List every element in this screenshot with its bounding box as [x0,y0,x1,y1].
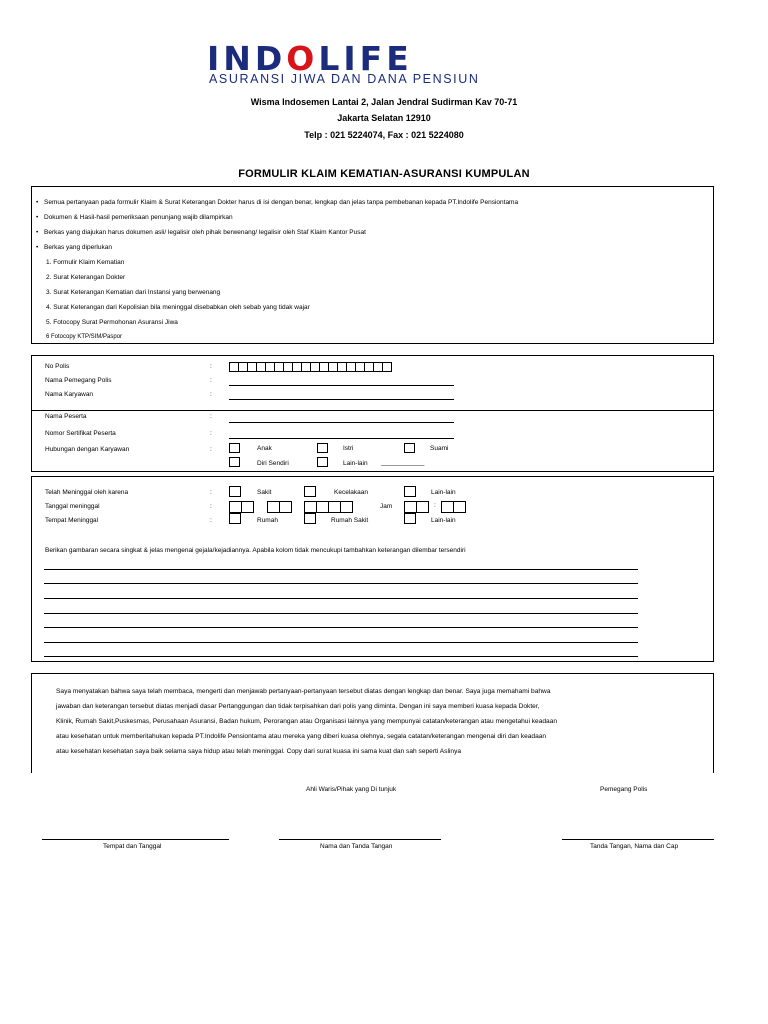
description-line[interactable] [44,598,638,599]
brand-o: O [286,39,319,78]
nama-peserta-field[interactable] [229,422,454,423]
description-line[interactable] [44,583,638,584]
label-hubungan: Hubungan dengan Karyawan [45,446,130,453]
option-istri: Istri [343,445,354,452]
jam-mm-cells[interactable] [441,500,465,518]
colon: : [210,489,212,496]
checkbox-sakit[interactable] [229,486,241,497]
label-nomor-sertifikat: Nomor Sertifikat Peserta [45,430,116,437]
label-ttd-cap: Tanda Tangan, Nama dan Cap [590,843,679,850]
statement-box [31,673,714,773]
label-no-polis: No Polis [45,363,70,370]
signature-line-tempat[interactable] [42,839,229,840]
signature-line-pemegang[interactable] [562,839,714,840]
label-jam: Jam [380,503,393,510]
tanggal-mm-cells[interactable] [267,500,291,518]
doc-item: 5. Fotocopy Surat Permohonan Asuransi Jiwa [46,319,178,326]
checkbox-anak[interactable] [229,443,240,453]
jam-separator: : [434,502,436,509]
colon: : [210,391,212,398]
doc-item: 3. Surat Keterangan Kematian dari Instansi yang berwenang [46,289,221,296]
instruction-bullet: • Berkas yang diajukan harus dokumen asli/ legalisir oleh pihak berwenang/ legalisir oleh Staf Klaim Kantor Pusat [36,229,366,236]
brand-left: IND [207,39,287,78]
company-logo [207,39,532,86]
checkbox-lain-lain-sebab[interactable] [404,486,416,497]
nomor-sertifikat-field[interactable] [229,438,454,439]
colon: : [210,413,212,420]
description-line[interactable] [44,569,638,570]
instruction-bullet: • Berkas yang diperlukan [36,244,112,251]
brand-right: LIFE [318,39,413,78]
no-polis-cells[interactable] [229,359,391,377]
option-rumah-sakit: Rumah Sakit [331,517,369,524]
instructions-box [31,186,714,344]
label-tanggal: Tanggal meninggal [45,503,100,510]
doc-item: 6 Fotocopy KTP/SIM/Paspor [46,334,123,340]
statement-line: jawaban dan keterangan tersebut diatas menjadi dasar Pertanggungan dan tidak terpisahkan dari polis yang diminta. Dengan ini saya memberi kuasa kepada Dokter, [56,703,540,710]
brand-wordmark [207,39,413,78]
description-line[interactable] [44,627,638,628]
option-anak: Anak [257,445,272,452]
form-title: FORMULIR KLAIM KEMATIAN-ASURANSI KUMPULAN [238,168,530,180]
description-line[interactable] [44,656,638,657]
address-line-2: Jakarta Selatan 12910 [337,113,431,123]
pemegang-polis-field[interactable] [229,385,454,386]
label-nama-karyawan: Nama Karyawan [45,391,94,398]
statement-line: atau kesehatan kesehatan saya baik selama saya hidup atau telah meninggal. Copy dari surat kuasa ini sama kuat dan sah seperti Aslinya [56,748,462,755]
statement-line: Saya menyatakan bahwa saya telah membaca, mengerti dan menjawab pertanyaan-pertanyaan tersebut diatas dengan lengkap dan benar. Saya juga memahami bahwa [56,688,551,695]
lain-lain-blank[interactable]: ____________ [381,459,425,466]
brand-subtitle: ASURANSI JIWA DAN DANA PENSIUN [209,72,480,86]
checkbox-lain-lain-tempat[interactable] [404,513,416,524]
address-line-1: Wisma Indosemen Lantai 2, Jalan Jendral Sudirman Kav 70-71 [250,97,518,107]
label-tempat-tanggal: Tempat dan Tanggal [103,843,162,850]
nama-karyawan-field[interactable] [229,399,454,400]
colon: : [210,446,212,453]
checkbox-rumah-sakit[interactable] [304,513,316,524]
checkbox-rumah[interactable] [229,513,241,524]
option-suami: Suami [430,445,449,452]
checkbox-diri-sendiri[interactable] [229,457,240,467]
option-rumah: Rumah [257,517,278,524]
signature-line-ahli-waris[interactable] [279,839,441,840]
description-line[interactable] [44,613,638,614]
policy-participant-box [31,355,714,472]
label-nama-ttd: Nama dan Tanda Tangan [320,843,393,850]
label-sebab: Telah Meninggal oleh karena [45,489,129,496]
label-pemegang-polis-sign: Pemegang Polis [600,786,648,793]
statement-line: Klinik, Rumah Sakit,Puskesmas, Perusahaan Asuransi, Badan hukum, Perorangan atau Organisasi lainnya yang mempunyai catatan/keterangan atau mengetahui keadaan [56,718,558,725]
statement-text [56,684,706,759]
colon: : [210,517,212,524]
option-lain-lain: Lain-lain [343,460,368,467]
label-nama-peserta: Nama Peserta [45,413,87,420]
description-line[interactable] [44,642,638,643]
colon: : [210,363,212,370]
death-details-box [31,476,714,662]
label-ahli-waris: Ahli Waris/Pihak yang Di tunjuk [306,786,397,793]
colon: : [210,503,212,510]
checkbox-suami[interactable] [404,443,415,453]
checkbox-lain-lain[interactable] [317,457,328,467]
doc-item: 2. Surat Keterangan Dokter [46,274,126,281]
doc-item: 4. Surat Keterangan dari Kepolisian bila meninggal disebabkan oleh sebab yang tidak wajar [46,304,310,311]
section-divider [32,410,713,411]
phone-fax: Telp : 021 5224074, Fax : 021 5224080 [304,130,464,140]
label-tempat: Tempat Meninggal [45,517,99,524]
colon: : [210,377,212,384]
option-diri-sendiri: Diri Sendiri [257,460,289,467]
option-lain-lain-tempat: Lain-lain [431,517,456,524]
description-prompt: Berikan gambaran secara singkat & jelas mengenai gejala/kejadiannya. Apabila kolom tidak mencukupi tambahkan keterangan dilembar tersendiri [45,547,466,554]
label-pemegang-polis: Nama Pemegang Polis [45,377,112,384]
option-lain-lain-sebab: Lain-lain [431,489,456,496]
checkbox-istri[interactable] [317,443,328,453]
doc-item: 1. Formulir Klaim Kematian [46,259,125,266]
instruction-bullet: • Semua pertanyaan pada formulir Klaim & Surat Keterangan Dokter harus di isi dengan benar, lengkap dan jelas tanpa pembebanan kepada PT.Indolife Pensiontama [36,199,518,206]
statement-line: atau kesehatan untuk memberitahukan kepada PT.Indolife Pensiontama atau mereka yang diberi kuasa olehnya, segala catatan/keterangan mengenai diri dan keadaan [56,733,547,740]
option-sakit: Sakit [257,489,272,496]
option-kecelakaan: Kecelakaan [334,489,368,496]
instruction-bullet: • Dokumen & Hasil-hasil pemeriksaan penunjang wajib dilampirkan [36,214,233,221]
colon: : [210,430,212,437]
checkbox-kecelakaan[interactable] [304,486,316,497]
